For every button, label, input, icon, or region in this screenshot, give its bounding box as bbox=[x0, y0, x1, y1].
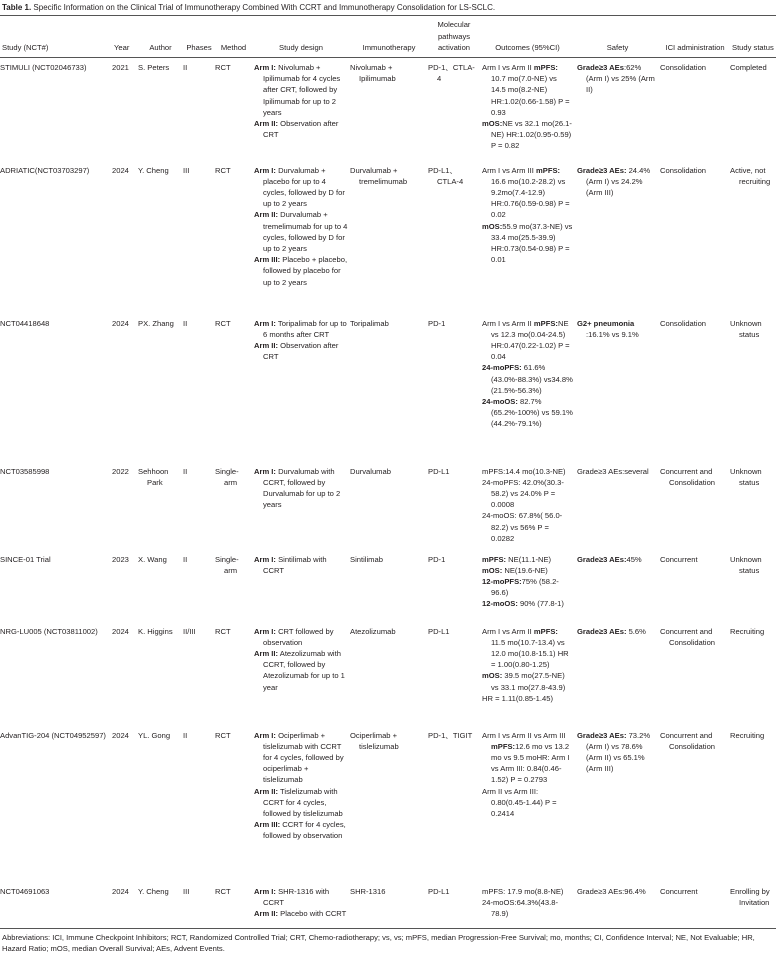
pathway: PD-1 bbox=[428, 318, 446, 328]
study-status: Unknown status bbox=[730, 554, 762, 575]
ici-administration: Consolidation bbox=[660, 318, 707, 328]
header-immunotherapy: Immunotherapy bbox=[362, 42, 416, 52]
study-name: NCT04418648 bbox=[0, 318, 50, 328]
outcome-item bbox=[482, 565, 573, 576]
immunotherapy: Durvalumab + tremelimumab bbox=[350, 165, 408, 186]
bold-label: Grade≥3 AEs: bbox=[577, 626, 627, 636]
design-arm bbox=[254, 254, 348, 288]
text: 55.9 mo(37.3-NE) vs 33.4 mo(25.5-39.9) HR:0.73(0.54-0.98) P = 0.01 bbox=[491, 221, 573, 265]
bold-label: Arm I: bbox=[254, 886, 276, 896]
text: Arm I vs Arm II bbox=[482, 63, 534, 72]
text: Observation after CRT bbox=[263, 119, 339, 140]
header-study: Study (NCT#) bbox=[2, 42, 49, 52]
design-arm bbox=[254, 908, 348, 919]
bold-label: 24-moPFS: bbox=[482, 363, 522, 373]
method: RCT bbox=[215, 730, 231, 740]
pathway: PD-L1 bbox=[428, 886, 450, 896]
phase: II bbox=[183, 554, 188, 564]
year: 2024 bbox=[112, 626, 129, 636]
phase: II bbox=[183, 63, 188, 72]
immunotherapy: Durvalumab bbox=[350, 466, 391, 476]
text: mPFS:14.4 mo(10.3-NE) bbox=[482, 466, 566, 476]
outcome-item bbox=[482, 554, 573, 565]
outcome-item bbox=[482, 466, 573, 477]
bold-label: mPFS: bbox=[533, 318, 558, 328]
text: Arm I vs Arm II bbox=[482, 318, 534, 328]
text: Placebo with CCRT bbox=[278, 908, 347, 918]
study-name: ADRIATIC(NCT03703297) bbox=[0, 165, 90, 175]
outcome-item bbox=[482, 318, 573, 363]
author: YL. Gong bbox=[138, 730, 171, 740]
text: 11.5 mo(10.7-13.4) vs 12.0 mo(10.8-15.1) HR = 1.00(0.80-1.25) bbox=[491, 637, 569, 670]
bold-label: Arm I: bbox=[254, 318, 276, 328]
immunotherapy: SHR-1316 bbox=[350, 886, 386, 896]
text: Nivolumab + Ipilimumab for 4 cycles after CRT, followed by Ipilimumab for up to 2 years bbox=[263, 63, 341, 117]
bold-label: mPFS: bbox=[482, 554, 507, 564]
phase: III bbox=[183, 886, 190, 896]
text: 61.6%(43.0%-88.3%) vs34.8%(21.5%-56.3%) bbox=[491, 363, 573, 395]
design-arm bbox=[254, 118, 348, 140]
text: 39.5 mo(27.5-NE) vs 33.1 mo(27.8-43.9) bbox=[491, 671, 566, 692]
study-status: Unknown status bbox=[730, 466, 762, 487]
safety-item bbox=[577, 886, 658, 897]
author: Sehhoon Park bbox=[138, 466, 169, 487]
bold-label: Grade≥3 AEs: bbox=[577, 165, 627, 175]
study-status: Recruiting bbox=[730, 626, 765, 636]
pathway: PD-L1 bbox=[428, 466, 450, 476]
safety-item bbox=[577, 730, 658, 775]
pathway: PD-L1、CTLA-4 bbox=[428, 165, 464, 186]
safety bbox=[575, 882, 660, 929]
outcome-item bbox=[482, 165, 573, 221]
header-outcomes: Outcomes (95%CI) bbox=[495, 42, 560, 52]
bold-label: Arm I: bbox=[254, 63, 276, 72]
table-row bbox=[0, 726, 776, 882]
ici-administration: Consolidation bbox=[660, 63, 707, 72]
outcome-item bbox=[482, 693, 573, 704]
design-arm bbox=[254, 209, 348, 254]
header-year: Year bbox=[114, 42, 130, 52]
text: Grade≥3 AEs:several bbox=[577, 466, 649, 476]
method: RCT bbox=[215, 63, 231, 72]
text: Sintilimab with CCRT bbox=[263, 554, 327, 575]
outcomes bbox=[480, 882, 575, 929]
safety bbox=[575, 314, 660, 462]
text: CRT followed by observation bbox=[263, 626, 334, 647]
table-caption bbox=[2, 2, 495, 13]
bold-label: Arm III: bbox=[254, 255, 281, 265]
study-design bbox=[252, 58, 350, 161]
design-arm bbox=[254, 554, 348, 576]
header-phases: Phases bbox=[186, 42, 212, 52]
text: :16.1% vs 9.1% bbox=[586, 329, 639, 339]
safety-item bbox=[577, 62, 658, 96]
study-status: Unknown status bbox=[730, 318, 762, 339]
outcome-item bbox=[482, 477, 573, 511]
text: 45% bbox=[626, 554, 642, 564]
author: K. Higgins bbox=[138, 626, 173, 636]
study-name: NRG-LU005 (NCT03811002) bbox=[0, 626, 98, 636]
outcome-item bbox=[482, 362, 573, 396]
safety-item bbox=[577, 466, 658, 477]
safety-item bbox=[577, 318, 658, 340]
year: 2023 bbox=[112, 554, 129, 564]
table-row bbox=[0, 314, 776, 462]
study-design bbox=[252, 622, 350, 726]
safety bbox=[575, 550, 660, 622]
author: Y. Cheng bbox=[138, 165, 169, 175]
safety-item bbox=[577, 554, 658, 565]
bold-label: mOS: bbox=[482, 565, 503, 575]
design-arm bbox=[254, 165, 348, 210]
study-name: NCT04691063 bbox=[0, 886, 50, 896]
text: Ociperlimab + tislelizumab with CCRT for 4 cycles, followed by ociperlimab + tislelizumab bbox=[263, 730, 344, 785]
outcome-item bbox=[482, 62, 573, 118]
study-status: Active, not recruiting bbox=[730, 165, 771, 186]
immunotherapy: Sintilimab bbox=[350, 554, 383, 564]
text: 5.6% bbox=[626, 626, 646, 636]
bold-label: mPFS: bbox=[491, 741, 516, 751]
outcomes bbox=[480, 161, 575, 314]
design-arm bbox=[254, 730, 348, 786]
text: Observation after CRT bbox=[263, 340, 339, 362]
year: 2022 bbox=[112, 466, 129, 476]
safety bbox=[575, 622, 660, 726]
design-arm bbox=[254, 648, 348, 693]
method: RCT bbox=[215, 886, 231, 896]
bold-label: 24-moOS: bbox=[482, 396, 518, 406]
outcomes bbox=[480, 58, 575, 161]
design-arm bbox=[254, 466, 348, 511]
design-arm bbox=[254, 626, 348, 648]
clinical-trials-table bbox=[0, 15, 776, 929]
bold-label: Arm II: bbox=[254, 210, 279, 220]
year: 2024 bbox=[112, 730, 129, 740]
text: Arm I vs Arm II bbox=[482, 626, 534, 636]
method: RCT bbox=[215, 626, 231, 636]
text: 24-moPFS: 42.0%(30.3-58.2) vs 24.0% P = 0.0008 bbox=[482, 477, 564, 510]
method: Single-arm bbox=[215, 554, 239, 575]
text: Durvalumab + tremelimumab for up to 4 cycles, followed by D for up to 2 years bbox=[263, 210, 348, 253]
text: SHR-1316 with CCRT bbox=[263, 886, 330, 907]
safety bbox=[575, 462, 660, 550]
year: 2021 bbox=[112, 63, 129, 72]
text: Arm I vs Arm III bbox=[482, 165, 537, 175]
study-status: Recruiting bbox=[730, 730, 765, 740]
pathway: PD-1 bbox=[428, 554, 446, 564]
outcome-item bbox=[482, 670, 573, 692]
header-method: Method bbox=[220, 42, 247, 52]
outcomes bbox=[480, 314, 575, 462]
text: Tislelizumab with CCRT for 4 cycles, followed by tislelizumab bbox=[263, 786, 343, 818]
table-row bbox=[0, 622, 776, 726]
bold-label: Grade≥3 AEs: bbox=[577, 730, 627, 740]
text: Toripalimab for up to 6 months after CRT bbox=[263, 318, 347, 339]
design-arm bbox=[254, 886, 348, 908]
text: Durvalumab with CCRT, followed by Durvalumab for up to 2 years bbox=[263, 466, 341, 510]
outcomes bbox=[480, 462, 575, 550]
text: mPFS: 17.9 mo(8.8-NE) bbox=[482, 886, 564, 896]
text: Durvalumab + placebo for up to 4 cycles, followed by D for up to 2 years bbox=[263, 165, 345, 209]
bold-label: mPFS: bbox=[536, 165, 561, 175]
text: Atezolizumab with CCRT, followed by Atezolizumab for up to 1 year bbox=[263, 648, 345, 692]
bold-label: Arm I: bbox=[254, 730, 276, 740]
text: 90% (77.8-1) bbox=[517, 599, 564, 609]
pathway: PD-L1 bbox=[428, 626, 450, 636]
outcome-item bbox=[482, 886, 573, 897]
phase: II bbox=[183, 466, 188, 476]
header-study-design: Study design bbox=[279, 42, 323, 52]
text: CCRT for 4 cycles, followed by observation bbox=[263, 820, 346, 841]
method: Single-arm bbox=[215, 466, 239, 487]
study-design bbox=[252, 462, 350, 550]
safety bbox=[575, 161, 660, 314]
design-arm bbox=[254, 819, 348, 841]
bold-label: Arm II: bbox=[254, 908, 279, 918]
text: Arm II vs Arm III: 0.80(0.45-1.44) P = 0.2414 bbox=[482, 786, 557, 818]
outcome-item bbox=[482, 118, 573, 152]
outcome-item bbox=[482, 786, 573, 820]
study-name: AdvanTIG-204 (NCT04952597) bbox=[0, 730, 106, 740]
study-design bbox=[252, 726, 350, 882]
text: 73.2%(Arm I) vs 78.6%(Arm II) vs 65.1%(Arm III) bbox=[586, 730, 651, 774]
study-design bbox=[252, 882, 350, 929]
text: HR = 1.11(0.85-1.45) bbox=[482, 693, 553, 703]
table-row bbox=[0, 550, 776, 622]
text: 16.6 mo(10.2-28.2) vs 9.2mo(7.4-12.9) HR:0.76(0.59-0.98) P = 0.02 bbox=[491, 176, 570, 220]
bold-label: Arm I: bbox=[254, 466, 276, 476]
header-study-status: Study status bbox=[732, 42, 774, 52]
outcomes bbox=[480, 550, 575, 622]
outcome-item bbox=[482, 730, 573, 786]
text: 24.4% (Arm I) vs 24.2% (Arm III) bbox=[586, 165, 651, 197]
abbreviations-footnote: Abbreviations: ICI, Immune Checkpoint Inhibitors; RCT, Randomized Controlled Trial; CRT, Chemo-radiotherapy; vs, vs; mPFS, median Progression-Free Survival; mo, months; CI, Confidence Interval; NE, Not Evaluable; HR, Hazard Ratio; mOS, median Overall Survival; AEs, Advent Events. bbox=[2, 933, 755, 953]
author: S. Peters bbox=[138, 63, 170, 72]
text: 10.7 mo(7.0-NE) vs 14.5 mo(8.2-NE) HR:1.02(0.66-1.58) P = 0.93 bbox=[491, 74, 570, 117]
ici-administration: Concurrent bbox=[660, 886, 698, 896]
text: Arm I vs Arm II vs Arm III bbox=[482, 730, 566, 740]
phase: III bbox=[183, 165, 190, 175]
phase: II/III bbox=[183, 626, 196, 636]
immunotherapy: Atezolizumab bbox=[350, 626, 396, 636]
text: 82.7%(65.2%-100%) vs 59.1%(44.2%-79.1%) bbox=[491, 396, 573, 429]
table-row bbox=[0, 161, 776, 314]
study-name: NCT03585998 bbox=[0, 466, 50, 476]
text: Grade≥3 AEs:96.4% bbox=[577, 886, 646, 896]
study-status: Enrolling by Invitation bbox=[730, 886, 770, 907]
table-row bbox=[0, 882, 776, 929]
method: RCT bbox=[215, 165, 231, 175]
author: PX. Zhang bbox=[138, 318, 174, 328]
outcome-item bbox=[482, 510, 573, 544]
study-design bbox=[252, 550, 350, 622]
pathway: PD-1、TIGIT bbox=[428, 730, 473, 740]
year: 2024 bbox=[112, 165, 129, 175]
header-ici-administration: ICI administration bbox=[665, 42, 725, 52]
table-row bbox=[0, 462, 776, 550]
bold-label: Grade≥3 AEs bbox=[577, 63, 624, 72]
year: 2024 bbox=[112, 318, 129, 328]
table-title: Specific Information on the Clinical Trial of Immunotherapy Combined With CCRT and Immunotherapy Consolidation for LS-SCLC. bbox=[31, 3, 496, 12]
phase: II bbox=[183, 730, 188, 740]
bold-label: Arm II: bbox=[254, 648, 279, 658]
study-design bbox=[252, 314, 350, 462]
immunotherapy: Toripalimab bbox=[350, 318, 389, 328]
safety-item bbox=[577, 165, 658, 199]
design-arm bbox=[254, 318, 348, 340]
bold-label: Arm I: bbox=[254, 554, 276, 564]
header-author: Author bbox=[149, 42, 172, 52]
study-design bbox=[252, 161, 350, 314]
outcome-item bbox=[482, 221, 573, 266]
text: NE vs 32.1 mo(26.1-NE) HR:1.02(0.95-0.59) P = 0.82 bbox=[491, 119, 572, 151]
study-name: STIMULI (NCT02046733) bbox=[0, 63, 87, 72]
text: 12.6 mo vs 13.2 mo vs 9.5 moHR: Arm I vs Arm III: 0.84(0.46-1.52) P = 0.2793 bbox=[491, 741, 570, 785]
outcomes bbox=[480, 726, 575, 882]
bold-label: mOS: bbox=[482, 119, 503, 129]
outcome-item bbox=[482, 598, 573, 609]
immunotherapy: Nivolumab + Ipilimumab bbox=[350, 63, 396, 84]
text: NE(19.6-NE) bbox=[502, 565, 548, 575]
header-pathways: Molecular pathways activation bbox=[437, 20, 471, 52]
outcome-item bbox=[482, 897, 573, 919]
text: NE vs 12.3 mo(0.04-24.5) HR:0.47(0.22-1.02) P = 0.04 bbox=[491, 318, 570, 362]
method: RCT bbox=[215, 318, 231, 328]
outcomes bbox=[480, 622, 575, 726]
table-row bbox=[0, 58, 776, 161]
header-row bbox=[0, 16, 776, 58]
bold-label: Arm I: bbox=[254, 626, 276, 636]
header-safety: Safety bbox=[606, 42, 629, 52]
design-arm bbox=[254, 340, 348, 362]
study-name: SINCE-01 Trial bbox=[0, 554, 51, 564]
bold-label: 12-moOS: bbox=[482, 599, 518, 609]
outcome-item bbox=[482, 396, 573, 430]
outcome-item bbox=[482, 576, 573, 598]
bold-label: Grade≥3 AEs: bbox=[577, 554, 627, 564]
author: Y. Cheng bbox=[138, 886, 169, 896]
bold-label: Arm III: bbox=[254, 820, 281, 830]
bold-label: Arm II: bbox=[254, 340, 279, 350]
text: 24-moOS:64.3%(43.8-78.9) bbox=[482, 897, 558, 918]
bold-label: 12-moPFS: bbox=[482, 576, 522, 586]
safety bbox=[575, 58, 660, 161]
ici-administration: Concurrent bbox=[660, 554, 698, 564]
design-arm bbox=[254, 62, 348, 118]
table-body bbox=[0, 58, 776, 929]
ici-administration: Concurrent and Consolidation bbox=[660, 626, 716, 647]
pathway: PD-1、CTLA-4 bbox=[428, 63, 475, 84]
ici-administration: Concurrent and Consolidation bbox=[660, 466, 716, 487]
bold-label: G2+ pneumonia bbox=[577, 318, 635, 328]
safety-item bbox=[577, 626, 658, 637]
bold-label: mOS: bbox=[482, 221, 503, 231]
phase: II bbox=[183, 318, 188, 328]
text: 75% (58.2-96.6) bbox=[491, 576, 559, 598]
safety bbox=[575, 726, 660, 882]
ici-administration: Consolidation bbox=[660, 165, 707, 175]
immunotherapy: Ociperlimab + tislelizumab bbox=[350, 730, 399, 751]
year: 2024 bbox=[112, 886, 129, 896]
bold-label: Arm II: bbox=[254, 119, 279, 129]
author: X. Wang bbox=[138, 554, 167, 564]
text: Placebo + placebo, followed by placebo for up to 2 years bbox=[263, 255, 348, 287]
bold-label: Arm II: bbox=[254, 786, 279, 796]
ici-administration: Concurrent and Consolidation bbox=[660, 730, 716, 751]
outcome-item bbox=[482, 626, 573, 671]
text: :62% (Arm I) vs 25% (Arm II) bbox=[586, 63, 655, 95]
bold-label: mPFS: bbox=[533, 63, 558, 72]
text: 24-moOS: 67.8%( 56.0-82.2) vs 56% P = 0.0282 bbox=[482, 511, 563, 543]
design-arm bbox=[254, 786, 348, 820]
text: NE(11.1-NE) bbox=[506, 554, 552, 564]
bold-label: mOS: bbox=[482, 671, 503, 681]
bold-label: mPFS: bbox=[533, 626, 558, 636]
table-label: Table 1. bbox=[2, 3, 32, 12]
study-status: Completed bbox=[730, 63, 767, 72]
bold-label: Arm I: bbox=[254, 165, 276, 175]
